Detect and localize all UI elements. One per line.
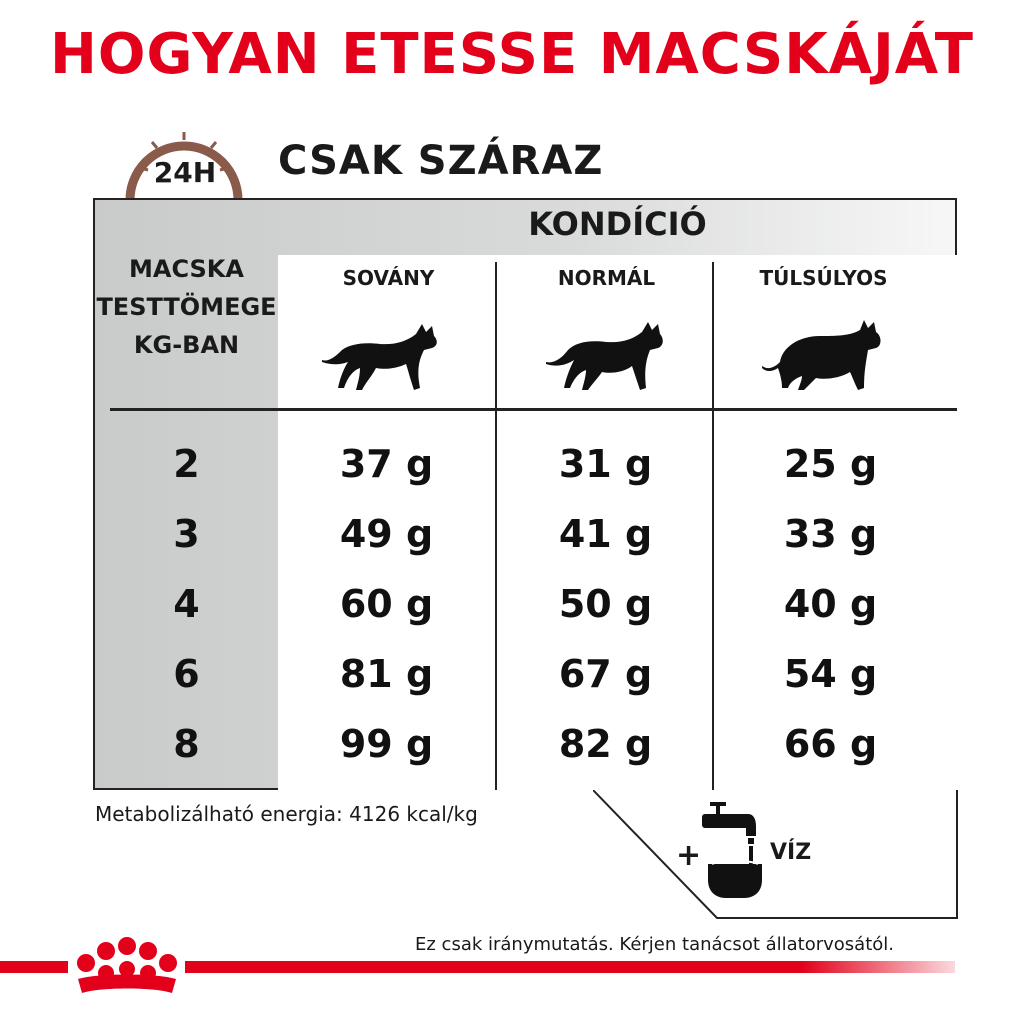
normal-cell: 50 g	[558, 582, 653, 626]
disclaimer: Ez csak iránymutatás. Kérjen tanácsot állatorvosától.	[415, 934, 895, 955]
weight-cell: 8	[173, 722, 200, 766]
weight-cell: 4	[173, 582, 200, 626]
24h-badge: 24H	[153, 156, 217, 189]
weight-cell: 3	[173, 512, 200, 556]
overweight-cell: 25 g	[783, 442, 878, 486]
column-header-thin: SOVÁNY	[342, 266, 435, 290]
weight-cell: 6	[173, 652, 200, 696]
column-header-normal: NORMÁL	[557, 266, 656, 290]
thin-cell: 99 g	[339, 722, 434, 766]
weight-header-line: TESTTÖMEGE	[96, 293, 277, 321]
thin-cell: 60 g	[339, 582, 434, 626]
water-label: VÍZ	[770, 840, 812, 865]
column-header-overweight: TÚLSÚLYOS	[759, 266, 888, 290]
overweight-cell: 40 g	[783, 582, 878, 626]
thin-cell: 81 g	[339, 652, 434, 696]
energy-note: Metabolizálható energia: 4126 kcal/kg	[95, 802, 478, 826]
plus-sign: +	[676, 838, 702, 873]
weight-cell: 2	[173, 442, 200, 486]
cat-thin-icon	[320, 318, 444, 394]
condition-header: KONDÍCIÓ	[528, 205, 707, 243]
normal-cell: 82 g	[558, 722, 653, 766]
overweight-cell: 66 g	[783, 722, 878, 766]
header-divider	[110, 408, 957, 411]
weight-header-line: KG-BAN	[133, 331, 240, 359]
weight-header	[95, 250, 278, 364]
normal-cell: 31 g	[558, 442, 653, 486]
normal-cell: 67 g	[558, 652, 653, 696]
feeding-type-heading: CSAK SZÁRAZ	[278, 138, 604, 184]
weight-header-line: MACSKA	[129, 255, 244, 283]
royal-canin-crown-logo	[68, 935, 186, 995]
thin-cell: 37 g	[339, 442, 434, 486]
page-title: HOGYAN ETESSE MACSKÁJÁT	[49, 22, 974, 87]
overweight-cell: 54 g	[783, 652, 878, 696]
brand-bar-left	[0, 961, 68, 973]
cat-normal-icon	[544, 318, 668, 394]
thin-cell: 49 g	[339, 512, 434, 556]
water-tap-icon	[700, 800, 766, 900]
cat-overweight-icon	[760, 318, 884, 394]
brand-bar	[185, 961, 955, 973]
overweight-cell: 33 g	[783, 512, 878, 556]
normal-cell: 41 g	[558, 512, 653, 556]
